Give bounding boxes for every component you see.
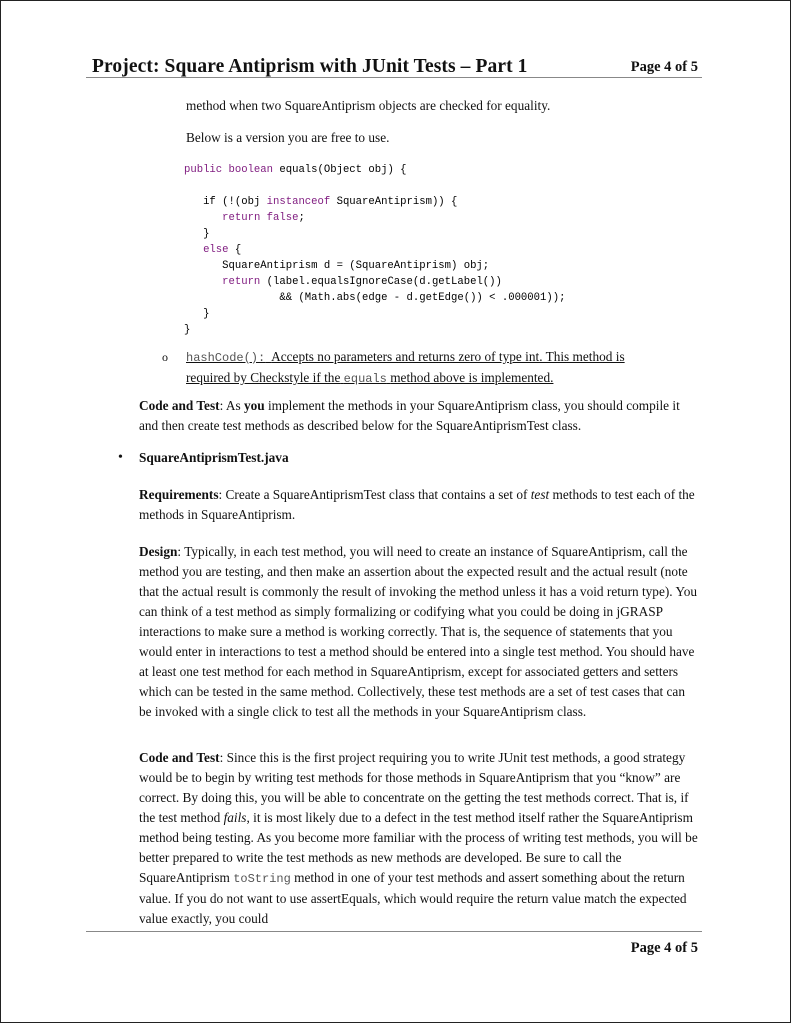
tostring-method-ref: toString	[233, 872, 291, 886]
code-line-3: return false;	[222, 212, 305, 224]
section-title: SquareAntiprismTest.java	[139, 450, 289, 465]
code-block	[184, 162, 565, 338]
hashcode-bullet-icon: o	[162, 350, 168, 364]
code-line-5: else {	[184, 244, 242, 256]
equals-method-ref: equals	[343, 372, 387, 386]
hashcode-method: hashCode():	[186, 351, 266, 365]
requirements-paragraph: Requirements: Create a SquareAntiprismTest class that contains a set of test methods to test each of the methods in SquareAntiprism.	[139, 487, 695, 522]
code-line-6: SquareAntiprism d = (SquareAntiprism) obj;	[184, 260, 490, 272]
intro-line-2: Below is a version you are free to use.	[186, 130, 390, 145]
header-page-number: Page 4 of 5	[630, 59, 698, 75]
code-line-9: }	[184, 308, 210, 320]
header-rule	[86, 77, 702, 78]
page-header	[92, 50, 698, 78]
code-and-test-paragraph-1: Code and Test: As you implement the methods in your SquareAntiprism class, you should compile it and then create test methods as described below for the SquareAntiprismTest class.	[139, 398, 680, 433]
intro-line-1: method when two SquareAntiprism objects are checked for equality.	[186, 98, 551, 113]
code-line-8: && (Math.abs(edge - d.getEdge()) < .000001));	[184, 292, 566, 304]
code-line-4: }	[184, 228, 210, 240]
code-line-1: public boolean equals(Object obj) {	[184, 164, 407, 176]
hashcode-description: hashCode(): Accepts no parameters and returns zero of type int. This method is required by Checkstyle if the equals method above is implemented.	[186, 349, 625, 386]
footer-rule	[86, 931, 702, 932]
code-line-2: if (!(obj instanceof SquareAntiprism)) {	[184, 196, 458, 208]
code-line-7: return (label.equalsIgnoreCase(d.getLabel())	[184, 276, 502, 288]
design-paragraph: Design: Typically, in each test method, you will need to create an instance of SquareAntiprism, call the method you are testing, and then make an assertion about the expected result and the actual result (note that the actual result is commonly the result of invoking the method unless it has a void return type). You can think of a test method as simply formalizing or codifying what you could be doing in jGRASP interactions to make sure a method is working correctly. That is, the sequence of statements that you would enter in interactions to test a method should be entered into a single test method. You should have at least one test method for each method in SquareAntiprism, except for associated getters and setters which can be tested in the same method. Collectively, these test methods are a set of test cases that can be invoked with a single click to test all the methods in your SquareAntiprism class.	[139, 544, 698, 719]
section-bullet-icon: •	[118, 450, 123, 465]
code-line-10: }	[184, 324, 191, 336]
header-title: Project: Square Antiprism with JUnit Tests – Part 1	[92, 56, 528, 77]
footer-page-number: Page 4 of 5	[630, 940, 698, 956]
code-and-test-paragraph-2: Code and Test: Since this is the first project requiring you to write JUnit test methods, a good strategy would be to begin by writing test methods for those methods in SquareAntiprism that you “know” are correct. By doing this, you will be able to concentrate on the getting the test methods correct. That is, if the test method fails, it is most likely due to a defect in the test method itself rather the SquareAntiprism method being testing. As you become more familiar with the process of writing test methods, you will be better prepared to write the test methods as new methods are developed. Be sure to call the SquareAntiprism toString method in one of your test methods and assert something about the return value. If you do not want to use assertEquals, which would require the return value match the expected value exactly, you could	[139, 750, 698, 926]
